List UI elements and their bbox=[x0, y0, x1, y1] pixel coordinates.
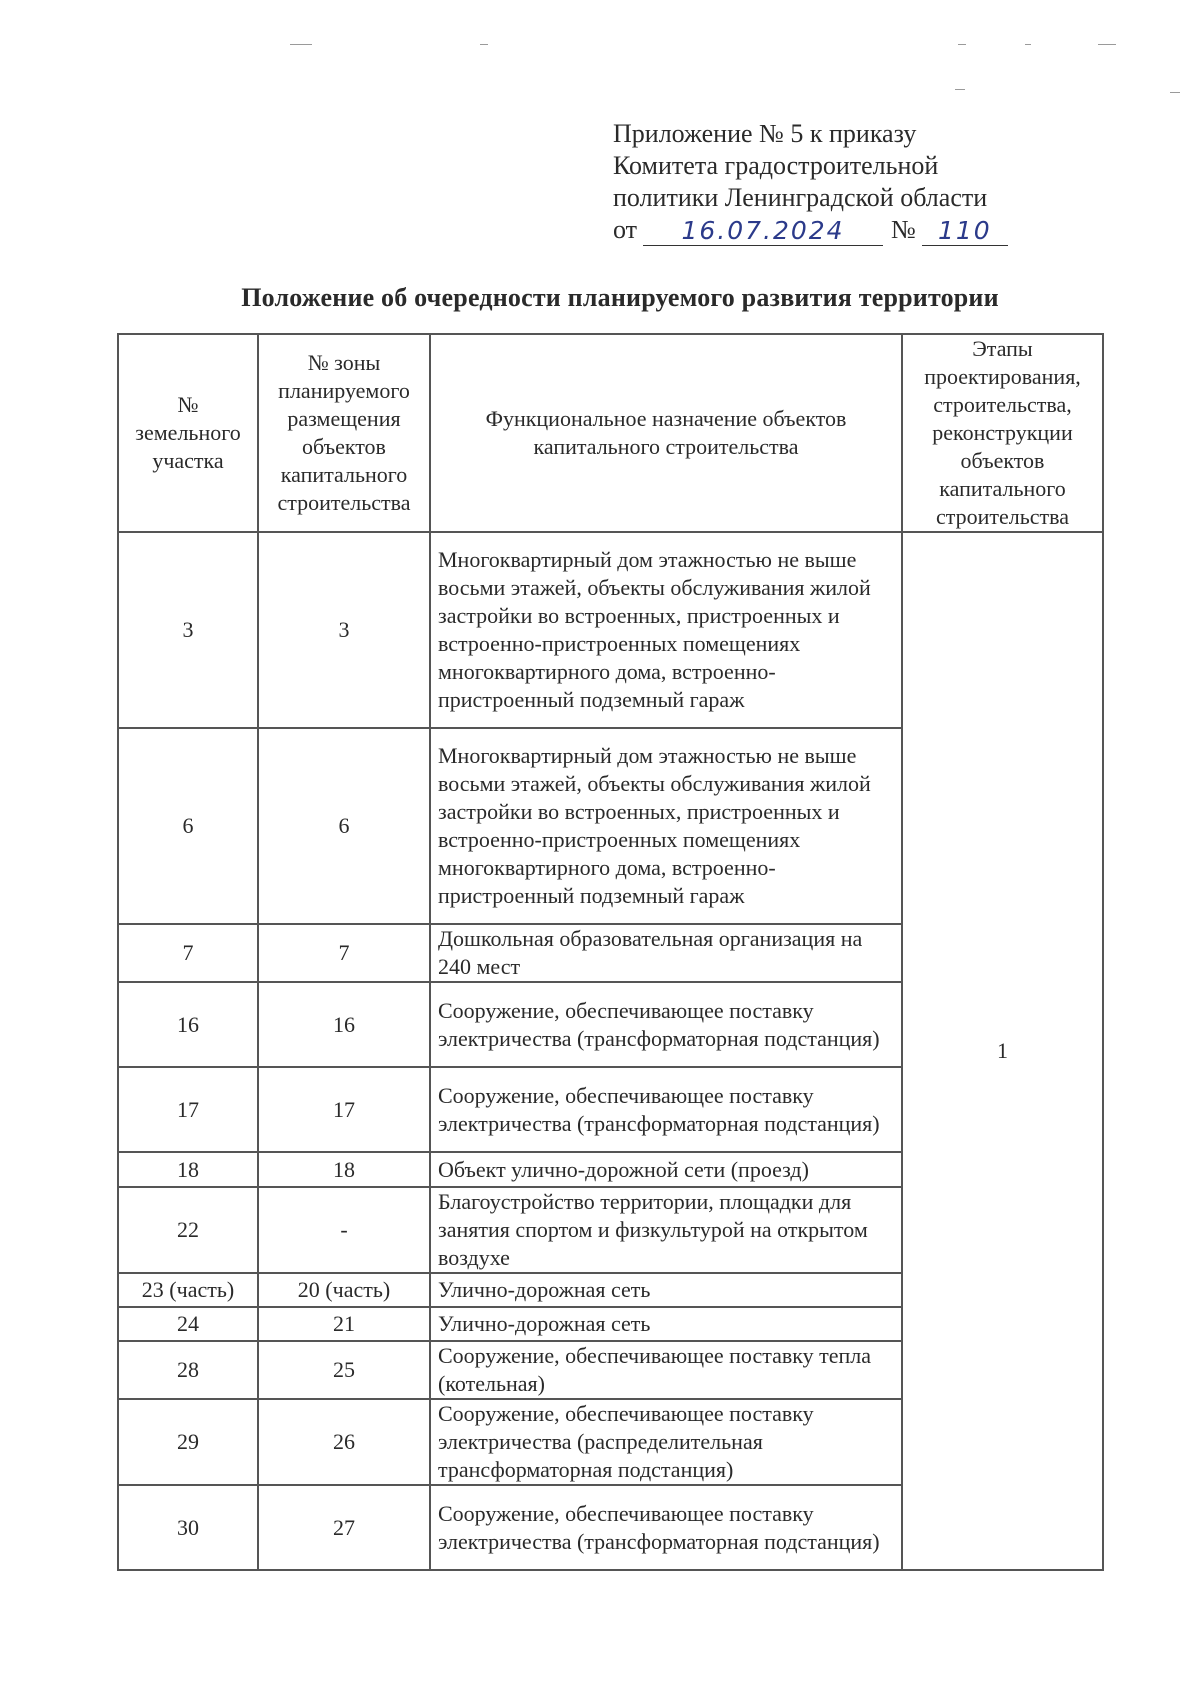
plot-number-cell: 28 bbox=[118, 1341, 258, 1399]
purpose-cell: Многоквартирный дом этажностью не выше восьми этажей, объекты обслуживания жилой застройки во встроенных, пристроенных и встроенно-пристроенных помещениях многоквартирного дома, встроенно-пристроенный подземный гараж bbox=[430, 728, 902, 924]
document-title: Положение об очередности планируемого развития территории bbox=[241, 283, 999, 312]
zone-number-cell: 26 bbox=[258, 1399, 430, 1485]
purpose-cell: Сооружение, обеспечивающее поставку электричества (распределительная трансформаторная подстанция) bbox=[430, 1399, 902, 1485]
column-header-zone: № зоны планируемого размещения объектов капитального строительства bbox=[258, 334, 430, 532]
date-prefix: от bbox=[613, 215, 638, 244]
purpose-cell: Сооружение, обеспечивающее поставку тепла (котельная) bbox=[430, 1341, 902, 1399]
development-stages-table bbox=[117, 333, 1104, 1571]
plot-number-cell: 29 bbox=[118, 1399, 258, 1485]
purpose-cell: Улично-дорожная сеть bbox=[430, 1273, 902, 1307]
handwritten-number: 110 bbox=[937, 216, 992, 245]
scan-artifact bbox=[1025, 44, 1031, 45]
scan-artifact bbox=[1170, 92, 1180, 93]
purpose-cell: Объект улично-дорожной сети (проезд) bbox=[430, 1152, 902, 1187]
stage-cell: 1 bbox=[902, 532, 1103, 1570]
zone-number-cell: 25 bbox=[258, 1341, 430, 1399]
scan-artifact bbox=[958, 44, 966, 45]
purpose-cell: Улично-дорожная сеть bbox=[430, 1307, 902, 1341]
zone-number-cell: 16 bbox=[258, 982, 430, 1067]
plot-number-cell: 3 bbox=[118, 532, 258, 728]
zone-number-cell: 7 bbox=[258, 924, 430, 982]
plot-number-cell: 22 bbox=[118, 1187, 258, 1273]
date-field bbox=[643, 217, 883, 246]
order-reference bbox=[613, 118, 1043, 246]
table-header-row bbox=[118, 334, 1103, 532]
plot-number-cell: 30 bbox=[118, 1485, 258, 1570]
plot-number-cell: 7 bbox=[118, 924, 258, 982]
purpose-cell: Многоквартирный дом этажностью не выше восьми этажей, объекты обслуживания жилой застройки во встроенных, пристроенных и встроенно-пристроенных помещениях многоквартирного дома, встроенно-пристроенный подземный гараж bbox=[430, 532, 902, 728]
zone-number-cell: 17 bbox=[258, 1067, 430, 1152]
scan-artifact bbox=[480, 44, 488, 45]
plot-number-cell: 18 bbox=[118, 1152, 258, 1187]
handwritten-date: 16.07.2024 bbox=[681, 216, 845, 245]
appendix-line: Приложение № 5 к приказу bbox=[613, 119, 917, 148]
zone-number-cell: 18 bbox=[258, 1152, 430, 1187]
scan-artifact bbox=[955, 89, 965, 90]
zone-number-cell: 3 bbox=[258, 532, 430, 728]
column-header-stage: Этапы проектирования, строительства, реконструкции объектов капитального строительства bbox=[902, 334, 1103, 532]
zone-number-cell: 6 bbox=[258, 728, 430, 924]
table-row bbox=[118, 532, 1103, 728]
plot-number-cell: 16 bbox=[118, 982, 258, 1067]
purpose-cell: Сооружение, обеспечивающее поставку электричества (трансформаторная подстанция) bbox=[430, 1067, 902, 1152]
zone-number-cell: 21 bbox=[258, 1307, 430, 1341]
number-prefix: № bbox=[891, 215, 916, 244]
purpose-cell: Дошкольная образовательная организация на 240 мест bbox=[430, 924, 902, 982]
column-header-purpose: Функциональное назначение объектов капитального строительства bbox=[430, 334, 902, 532]
zone-number-cell: - bbox=[258, 1187, 430, 1273]
scan-artifact bbox=[1098, 44, 1116, 45]
committee-line: Комитета градостроительной bbox=[613, 151, 939, 180]
purpose-cell: Сооружение, обеспечивающее поставку электричества (трансформаторная подстанция) bbox=[430, 982, 902, 1067]
plot-number-cell: 17 bbox=[118, 1067, 258, 1152]
scan-artifact bbox=[290, 44, 312, 45]
column-header-plot: № земельного участка bbox=[118, 334, 258, 532]
plot-number-cell: 24 bbox=[118, 1307, 258, 1341]
zone-number-cell: 27 bbox=[258, 1485, 430, 1570]
date-number-row bbox=[613, 214, 1043, 246]
plot-number-cell: 6 bbox=[118, 728, 258, 924]
region-line: политики Ленинградской области bbox=[613, 183, 988, 212]
plot-number-cell: 23 (часть) bbox=[118, 1273, 258, 1307]
number-field bbox=[922, 217, 1008, 246]
purpose-cell: Благоустройство территории, площадки для занятия спортом и физкультурой на открытом воздухе bbox=[430, 1187, 902, 1273]
zone-number-cell: 20 (часть) bbox=[258, 1273, 430, 1307]
purpose-cell: Сооружение, обеспечивающее поставку электричества (трансформаторная подстанция) bbox=[430, 1485, 902, 1570]
